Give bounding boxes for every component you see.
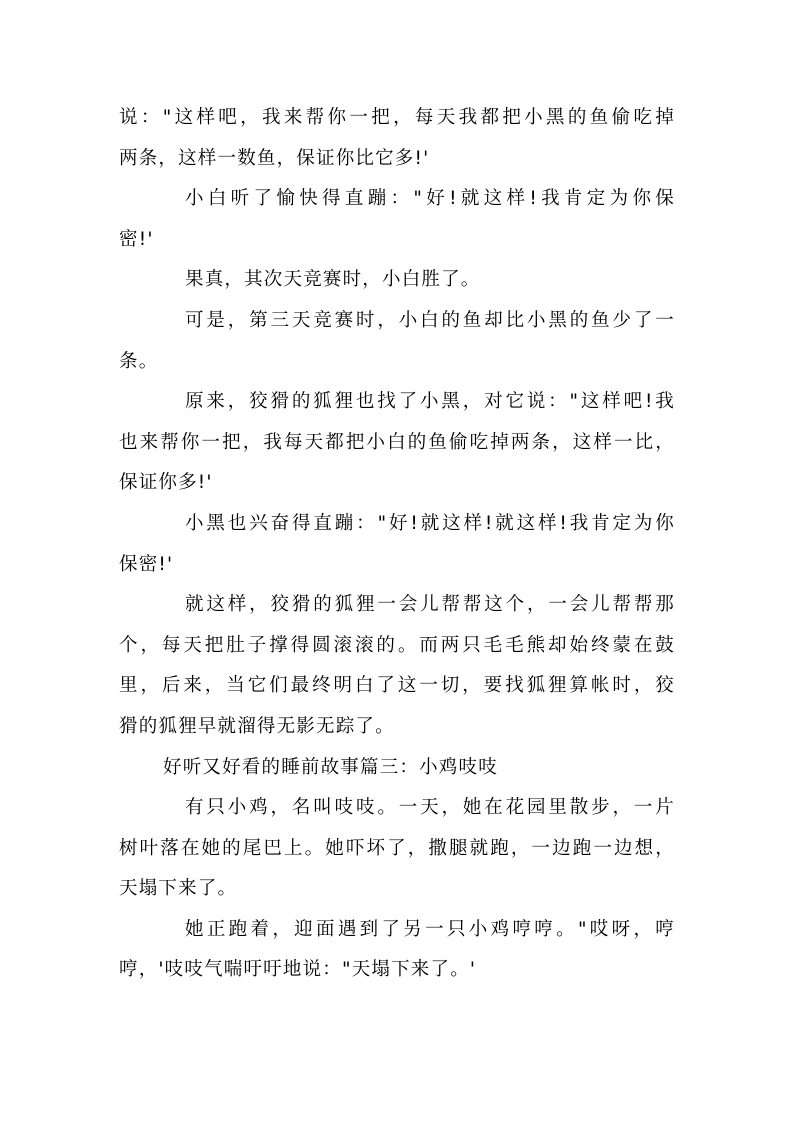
text-line: 树叶落在她的尾巴上。她吓坏了，撒腿就跑，一边跑一边想， — [119, 837, 675, 859]
text-line: 密!' — [119, 228, 154, 250]
paragraph-start: 原来，狡猾的狐狸也找了小黑，对它说："这样吧!我 — [185, 391, 675, 413]
text-line: 保密!' — [119, 553, 174, 575]
paragraph-start: 小黑也兴奋得直蹦："好!就这样!就这样!我肯定为你 — [185, 512, 675, 534]
text-line: 里，后来，当它们最终明白了这一切，要找狐狸算帐时，狡 — [119, 675, 675, 697]
text-line: 保证你多!' — [119, 472, 213, 494]
paragraph-start: 她正跑着，迎面遇到了另一只小鸡哼哼。"哎呀，哼 — [185, 918, 675, 940]
text-line: 两条，这样一数鱼，保证你比它多!' — [119, 147, 430, 169]
paragraph-start: 果真，其次天竞赛时，小白胜了。 — [185, 269, 481, 291]
document-body — [119, 98, 675, 991]
paragraph-start: 有只小鸡，名叫吱吱。一天，她在花园里散步，一片 — [185, 797, 675, 819]
section-heading: 好听又好看的睡前故事篇三：小鸡吱吱 — [163, 756, 498, 778]
text-line: 个，每天把肚子撑得圆滚滚的。而两只毛毛熊却始终蒙在鼓 — [119, 634, 675, 656]
paragraph-start: 可是，第三天竞赛时，小白的鱼却比小黑的鱼少了一 — [185, 309, 675, 331]
text-line: 说："这样吧，我来帮你一把，每天我都把小黑的鱼偷吃掉 — [119, 107, 675, 128]
text-line: 猾的狐狸早就溜得无影无踪了。 — [119, 715, 395, 737]
text-line: 哼，'吱吱气喘吁吁地说："天塌下来了。' — [119, 959, 477, 981]
paragraph-start: 小白听了愉快得直蹦："好!就这样!我肯定为你保 — [185, 188, 675, 210]
paragraph-start: 就这样，狡猾的狐狸一会儿帮帮这个，一会儿帮帮那 — [185, 594, 675, 616]
text-line: 天塌下来了。 — [119, 878, 238, 900]
text-line: 条。 — [119, 350, 159, 372]
text-line: 也来帮你一把，我每天都把小白的鱼偷吃掉两条，这样一比， — [119, 431, 675, 453]
